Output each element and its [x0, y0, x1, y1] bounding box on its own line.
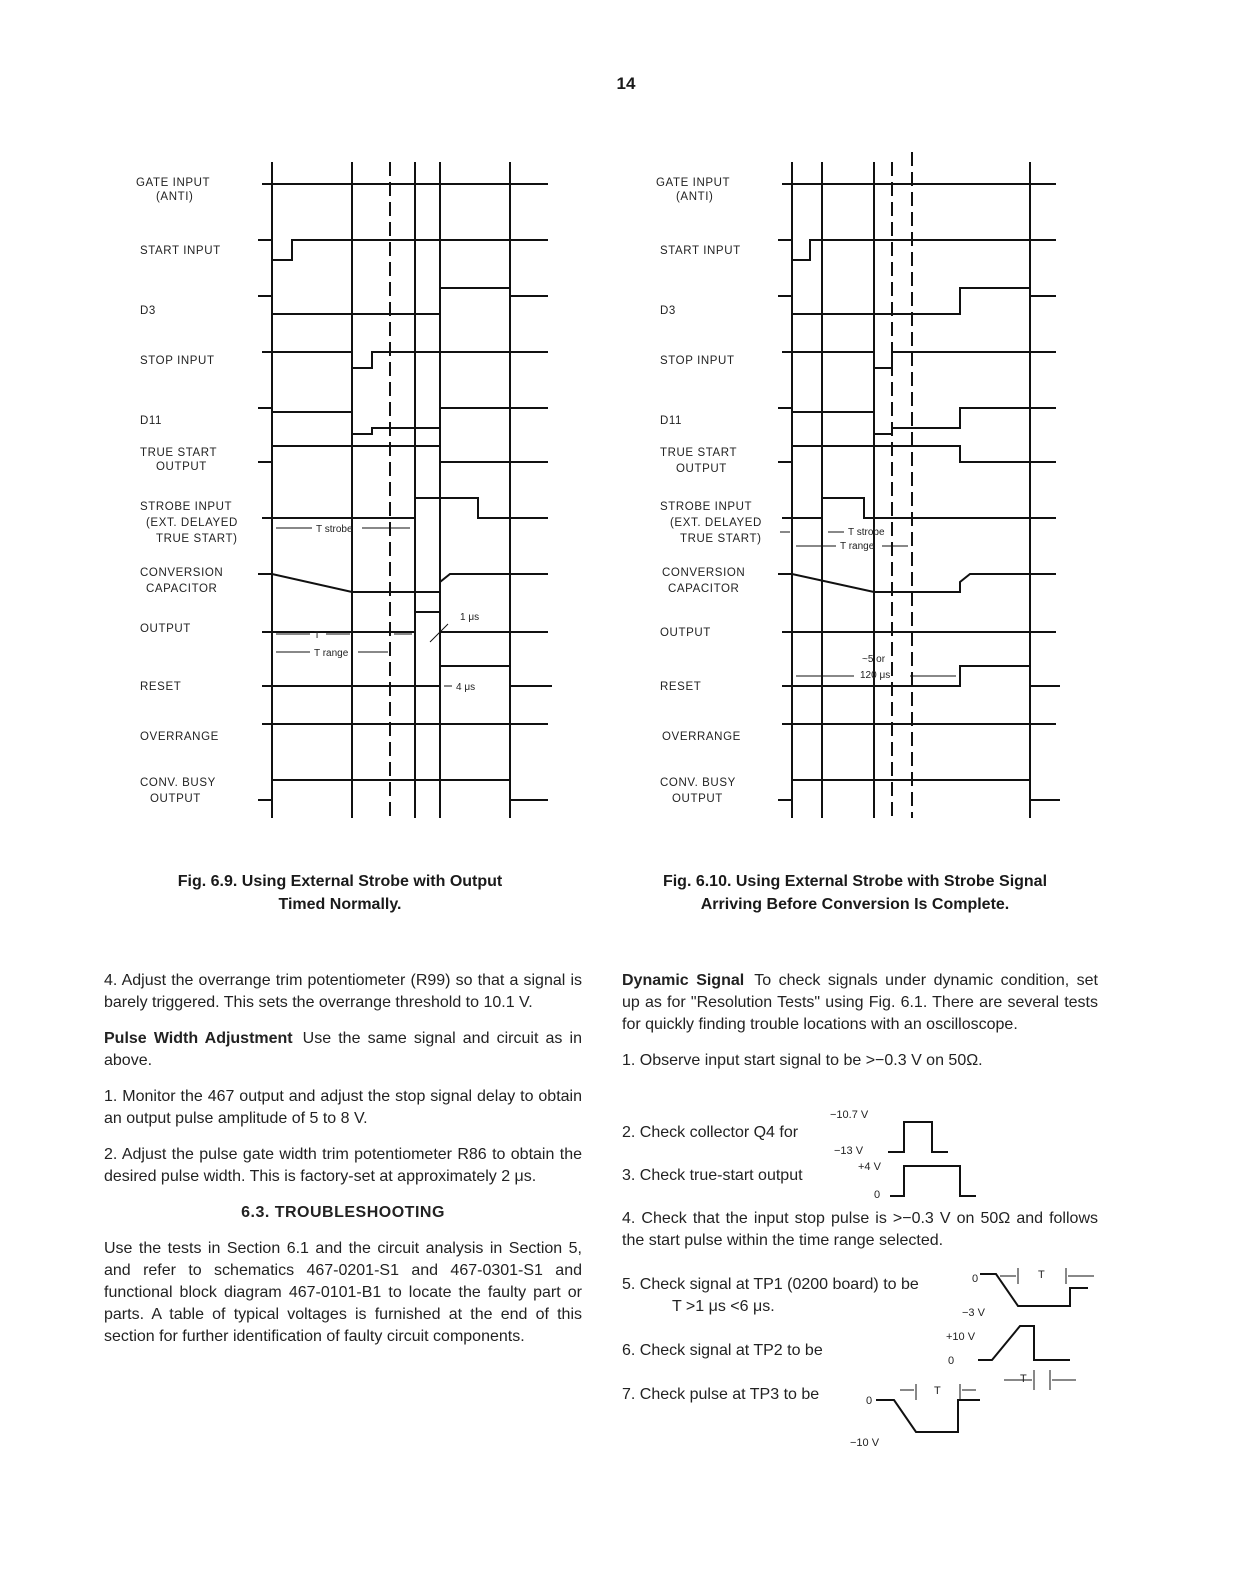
item-6: 6. Check signal at TP2 to be [622, 1342, 823, 1359]
label-conversion: CONVERSION [662, 567, 746, 579]
i7-t: T [934, 1385, 941, 1397]
page-number: 14 [616, 74, 636, 93]
item-5: 5. Check signal at TP1 (0200 board) to be [622, 1276, 919, 1293]
label-start-input: START INPUT [660, 245, 741, 257]
label-conv-busy: CONV. BUSY [660, 777, 736, 789]
label-overrange: OVERRANGE [662, 731, 741, 743]
item-5b: T >1 μs <6 μs. [672, 1298, 775, 1315]
para-pulse-width: Pulse Width Adjustment Use the same signal and circuit as in above. [104, 1030, 582, 1069]
i5-zero: 0 [972, 1273, 979, 1285]
label-overrange: OVERRANGE [140, 731, 219, 743]
i6-zero: 0 [948, 1355, 955, 1367]
label-ext-delayed: (EXT. DELAYED [146, 517, 238, 529]
label-reset: RESET [140, 681, 182, 693]
waveforms [820, 1100, 1110, 1460]
para-adjust-gate: 2. Adjust the pulse gate width trim potentiometer R86 to obtain the desired pulse width. This is factory-set at approximately 2 μs. [104, 1146, 582, 1185]
label-strobe-input: STROBE INPUT [140, 501, 233, 513]
para-dynamic: Dynamic Signal To check signals under dynamic condition, set up as for "Resolution Tests" using Fig. 6.1. There are several tests for quickly finding trouble locations with an oscilloscope. [622, 972, 1098, 1033]
label-true-start-paren: TRUE START) [680, 533, 762, 545]
timing-diagram-fig-6-10 [600, 150, 1220, 850]
i3-hi: +4 V [858, 1161, 881, 1173]
para-overrange: 4. Adjust the overrange trim potentiometer (R99) so that a signal is barely triggered. This sets the overrange threshold to 10.1 V. [104, 972, 582, 1011]
i3-lo: 0 [874, 1189, 881, 1201]
fig10-t-range: T range [840, 541, 875, 552]
timing-diagram-fig-6-9 [0, 150, 600, 850]
i5-neg: −3 V [962, 1307, 985, 1319]
fig10-approx: ~5 or [862, 654, 886, 665]
item-2: 2. Check collector Q4 for [622, 1124, 799, 1141]
i2-hi: −10.7 V [830, 1109, 869, 1121]
para-troubleshooting: Use the tests in Section 6.1 and the circuit analysis in Section 5, and refer to schematics 467-0201-S1 and 467-0301-S1 and functional block diagram 467-0101-B1 to locate the faulty part or parts. A table of typical voltages is furnished at the end of this section for further identification of faulty circuit components. [104, 1240, 582, 1345]
i6-hi: +10 V [946, 1331, 976, 1343]
label-d11: D11 [140, 415, 163, 427]
i7-neg: −10 V [850, 1437, 880, 1449]
fig10-t-strobe: T strobe [848, 527, 885, 538]
label-stop-input: STOP INPUT [140, 355, 215, 367]
label-output: OUTPUT [660, 627, 711, 639]
label-reset: RESET [660, 681, 702, 693]
label-true-start-paren: TRUE START) [156, 533, 238, 545]
label-anti: (ANTI) [156, 191, 194, 203]
label-conv-busy-output: OUTPUT [150, 793, 201, 805]
label-d3: D3 [140, 305, 156, 317]
label-capacitor: CAPACITOR [146, 583, 218, 595]
i6-t: T [1020, 1373, 1027, 1385]
fig9-t-strobe: T strobe [316, 524, 353, 535]
label-d3: D3 [660, 305, 676, 317]
label-stop-input: STOP INPUT [660, 355, 735, 367]
fig9-one-us: 1 μs [460, 612, 480, 623]
label-ext-delayed: (EXT. DELAYED [670, 517, 762, 529]
label-gate-input: GATE INPUT [136, 177, 211, 189]
label-anti: (ANTI) [676, 191, 714, 203]
item-3: 3. Check true-start output [622, 1167, 803, 1184]
right-column [622, 970, 1098, 1082]
label-conversion: CONVERSION [140, 567, 224, 579]
i7-zero: 0 [866, 1395, 873, 1407]
fig9-t-range: T range [314, 648, 349, 659]
fig9-four-us: 4 μs [456, 682, 476, 693]
label-conv-busy-output: OUTPUT [672, 793, 723, 805]
label-capacitor: CAPACITOR [668, 583, 740, 595]
label-true-start: TRUE START [660, 447, 738, 459]
item-4: 4. Check that the input stop pulse is >−0.3 V on 50Ω and follows the start pulse within the time range selected. [622, 1210, 1098, 1249]
label-d11: D11 [660, 415, 683, 427]
label-output: OUTPUT [140, 623, 191, 635]
left-column [104, 970, 582, 1362]
item-1: 1. Observe input start signal to be >−0.3 V on 50Ω. [622, 1052, 983, 1069]
fig9-t-label: T [314, 630, 321, 641]
fig-6-10-caption: Fig. 6.10. Using External Strobe with Strobe Signal Arriving Before Conversion Is Complete. [662, 873, 1048, 913]
label-strobe-input: STROBE INPUT [660, 501, 753, 513]
label-true-start-output: OUTPUT [156, 461, 207, 473]
i5-t: T [1038, 1269, 1045, 1281]
label-conv-busy: CONV. BUSY [140, 777, 216, 789]
fig10-approx2: 120 μs [860, 670, 891, 681]
section-heading: 6.3. TROUBLESHOOTING [241, 1204, 445, 1221]
fig-6-9-caption: Fig. 6.9. Using External Strobe with Output Timed Normally. [177, 873, 503, 913]
i2-lo: −13 V [834, 1145, 864, 1157]
label-gate-input: GATE INPUT [656, 177, 731, 189]
label-true-start-output: OUTPUT [676, 463, 727, 475]
item-7: 7. Check pulse at TP3 to be [622, 1386, 820, 1403]
label-true-start: TRUE START [140, 447, 218, 459]
label-start-input: START INPUT [140, 245, 221, 257]
para-monitor: 1. Monitor the 467 output and adjust the stop signal delay to obtain an output pulse amplitude of 5 to 8 V. [104, 1088, 582, 1127]
